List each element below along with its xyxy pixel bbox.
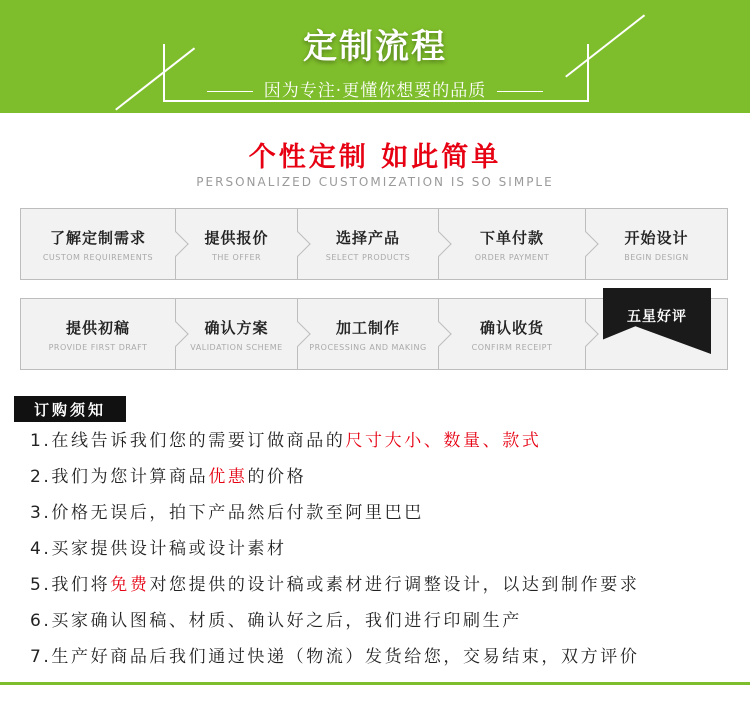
step-label: 下单付款 [479,228,544,247]
note-text: 1.在线告诉我们您的需要订做商品的 [30,431,346,451]
step-select-products [297,208,438,280]
step-label: 提供报价 [204,228,269,247]
list-item [30,536,740,572]
step-label-english: CUSTOM REQUIREMENTS [42,252,154,262]
step-begin-design [585,208,728,280]
five-star-review-badge: 五星好评 [627,309,687,325]
section-heading: 个性定制 如此简单 [248,142,502,173]
note-text: 对您提供的设计稿或素材进行调整设计，以达到制作要求 [149,575,640,595]
step-confirm-receipt [438,298,585,370]
note-text: 2.我们为您计算商品 [30,467,209,487]
step-provide-first-draft [20,298,175,370]
step-label: 了解定制需求 [49,228,146,247]
list-item [30,500,740,536]
step-label-english: SELECT PRODUCTS [325,252,411,262]
note-highlight: 免费 [110,575,150,595]
divider [207,91,253,92]
step-label: 选择产品 [335,228,400,247]
banner-title: 定制流程 [303,27,447,67]
section-heading-english: PERSONALIZED CUSTOMIZATION IS SO SIMPLE [196,175,554,189]
list-item [30,608,740,644]
note-text: 7.生产好商品后我们通过快递（物流）发货给您，交易结束，双方评价 [30,647,640,667]
banner-subtitle: 因为专注·更懂你想要的品质 [263,81,487,101]
step-order-payment [438,208,585,280]
step-label-english: THE OFFER [211,252,262,262]
step-label-english: PROCESSING AND MAKING [309,342,427,352]
step-processing-and-making [297,298,438,370]
note-text: 的价格 [247,467,307,487]
list-item [30,572,740,608]
step-label-english: CONFIRM RECEIPT [471,342,553,352]
note-highlight: 尺寸大小、数量、款式 [345,431,542,451]
bottom-divider [0,682,750,685]
notes-title: 订购须知 [14,396,126,422]
step-label: 开始设计 [624,228,689,247]
step-label-english: PROVIDE FIRST DRAFT [48,342,148,352]
ordering-notes-list [30,428,740,680]
list-item [30,644,740,680]
step-the-offer [175,208,297,280]
note-highlight: 优惠 [208,467,248,487]
list-item [30,428,740,464]
note-text: 3.价格无误后，拍下产品然后付款至阿里巴巴 [30,503,424,523]
note-text: 5.我们将 [30,575,111,595]
step-label: 提供初稿 [65,318,130,337]
list-item [30,464,740,500]
step-label-english: BEGIN DESIGN [624,252,689,262]
step-label: 确认收货 [479,318,544,337]
step-label: 确认方案 [204,318,269,337]
step-label: 加工制作 [335,318,400,337]
step-custom-requirements [20,208,175,280]
header-banner [0,0,750,113]
process-steps-row-1 [20,208,728,280]
step-validation-scheme [175,298,297,370]
banner-subtitle-row [0,76,750,101]
step-label-english: ORDER PAYMENT [474,252,550,262]
note-text: 6.买家确认图稿、材质、确认好之后，我们进行印刷生产 [30,611,522,631]
step-label-english: VALIDATION SCHEME [190,342,283,352]
divider [497,91,543,92]
note-text: 4.买家提供设计稿或设计素材 [30,539,287,559]
